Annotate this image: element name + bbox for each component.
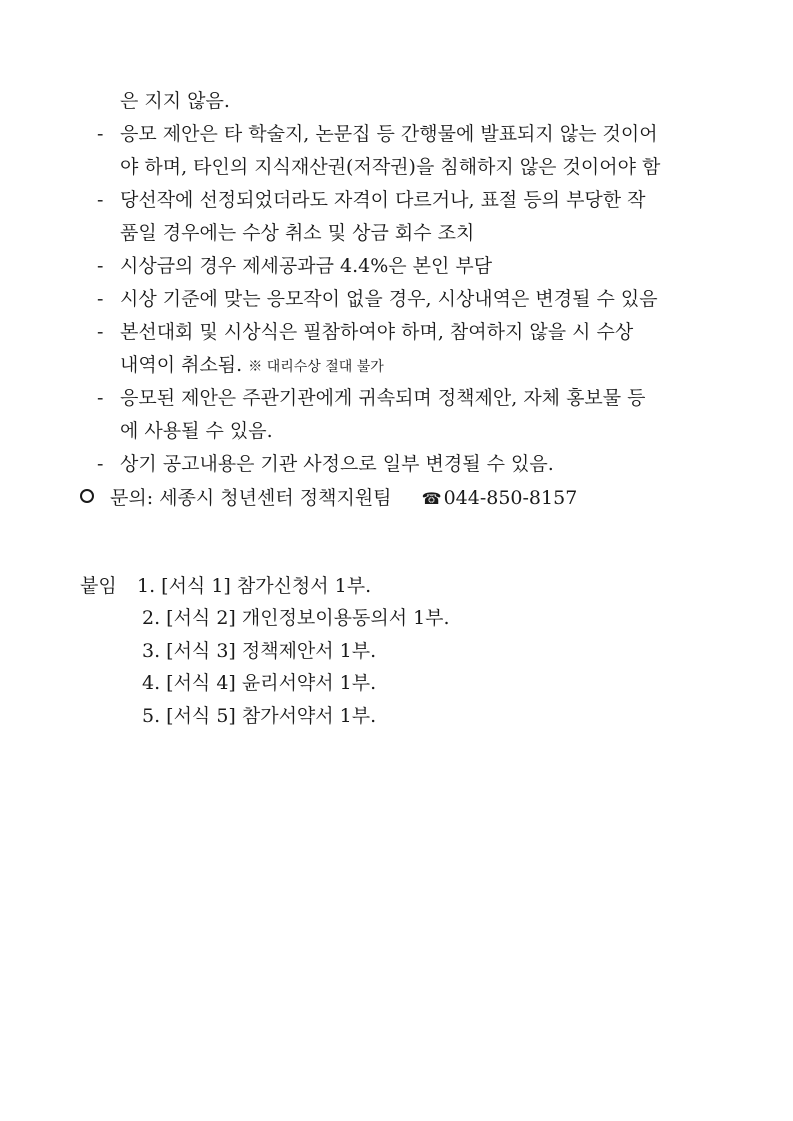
notice-line xyxy=(120,121,658,147)
dash-marker: - xyxy=(97,453,104,475)
notice-text: 응모된 제안은 주관기관에게 귀속되며 정책제안, 자체 홍보물 등 xyxy=(120,387,646,409)
telephone-icon: ☎ xyxy=(421,489,442,508)
contact-line xyxy=(80,485,577,512)
notice-text: 당선작에 선정되었더라도 자격이 다르거나, 표절 등의 부당한 작 xyxy=(120,189,646,211)
notice-line xyxy=(120,385,646,411)
notice-line xyxy=(120,352,384,380)
attachments-label: 붙임 xyxy=(80,575,117,597)
notice-line xyxy=(120,187,646,213)
notice-text: 응모 제안은 타 학술지, 논문집 등 간행물에 발표되지 않는 것이어 xyxy=(120,123,658,145)
notice-line xyxy=(120,220,474,246)
dash-marker: - xyxy=(97,123,104,145)
dash-marker: - xyxy=(97,189,104,211)
notice-line xyxy=(120,253,492,279)
notice-text: 품일 경우에는 수상 취소 및 상금 회수 조치 xyxy=(120,222,475,244)
attachment-item: 1. [서식 1] 참가신청서 1부. xyxy=(137,575,372,597)
notice-line xyxy=(120,418,273,444)
notice-text: 은 지지 않음. xyxy=(120,90,230,112)
notice-text: 상기 공고내용은 기관 사정으로 일부 변경될 수 있음. xyxy=(120,453,554,475)
notice-text: 본선대회 및 시상식은 필참하여야 하며, 참여하지 않을 시 수상 xyxy=(120,321,634,343)
notice-line xyxy=(120,88,230,114)
notice-text: 시상 기준에 맞는 응모작이 없을 경우, 시상내역은 변경될 수 있음 xyxy=(120,288,658,310)
attachment-item: 3. [서식 3] 정책제안서 1부. xyxy=(142,640,377,662)
dash-marker: - xyxy=(97,387,104,409)
notice-line xyxy=(120,154,660,180)
contact-label: 문의: 세종시 청년센터 정책지원팀 xyxy=(110,487,392,509)
dash-marker: - xyxy=(97,288,104,310)
notice-text: 에 사용될 수 있음. xyxy=(120,420,273,442)
contact-phone: 044-850-8157 xyxy=(443,487,578,509)
attachment-item: 5. [서식 5] 참가서약서 1부. xyxy=(142,705,377,727)
dash-marker: - xyxy=(97,255,104,277)
notice-line xyxy=(120,319,633,345)
notice-line xyxy=(120,286,658,312)
notice-text: 내역이 취소됨. xyxy=(120,354,243,376)
notice-line xyxy=(120,451,554,477)
attachment-item: 2. [서식 2] 개인정보이용동의서 1부. xyxy=(142,607,450,629)
circle-bullet-icon xyxy=(80,489,94,503)
notice-text: 시상금의 경우 제세공과금 4.4%은 본인 부담 xyxy=(120,255,493,277)
notice-note: ※ 대리수상 절대 불가 xyxy=(248,359,384,375)
notice-text: 야 하며, 타인의 지식재산권(저작권)을 침해하지 않은 것이어야 함 xyxy=(120,156,661,178)
attachment-item: 4. [서식 4] 윤리서약서 1부. xyxy=(142,672,377,694)
dash-marker: - xyxy=(97,321,104,343)
